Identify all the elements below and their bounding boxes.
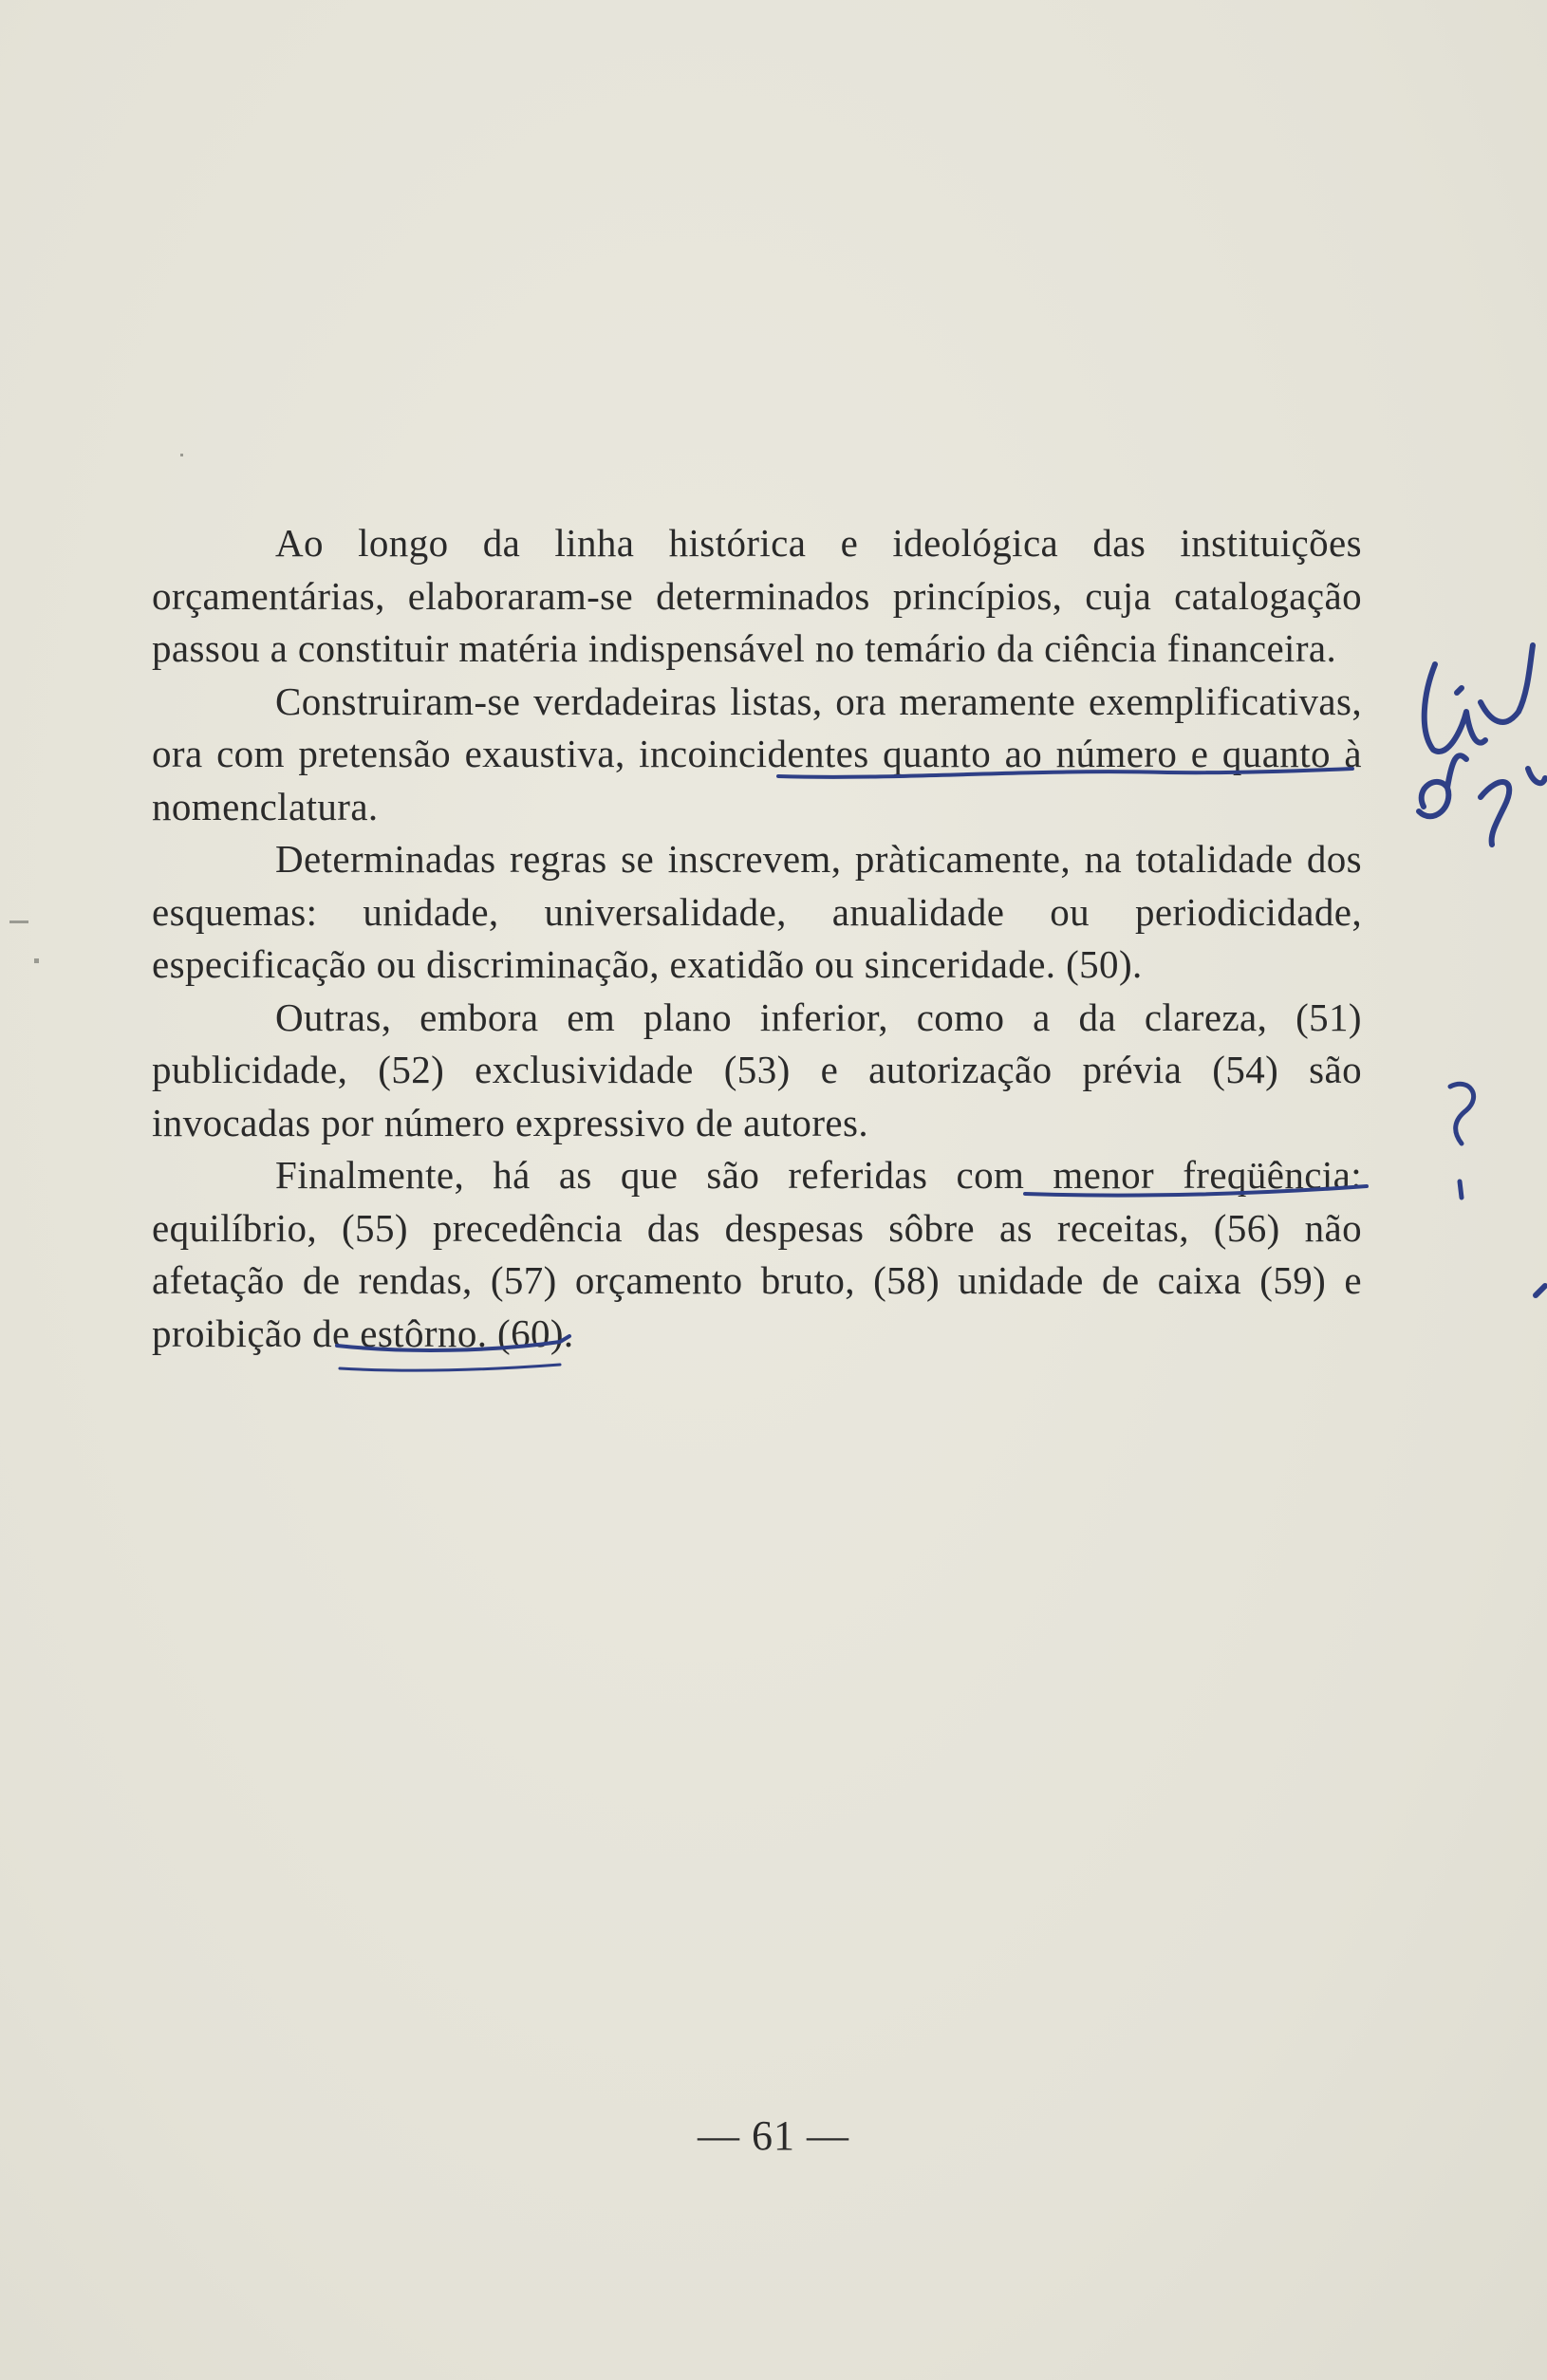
- paragraph: Construiram-se verdadeiras listas, ora meramente exemplificativas, ora com pretensão exaustiva, incoincidentes quanto ao número e quanto à nomenclatura.: [152, 679, 1362, 828]
- ink-mark: [1536, 1286, 1545, 1295]
- ink-scribble: [1425, 664, 1485, 752]
- margin-mark: [180, 454, 183, 456]
- ink-scribble: [1457, 688, 1462, 693]
- margin-mark: [9, 920, 28, 923]
- paragraph: Outras, embora em plano inferior, como a da clareza, (51) publicidade, (52) exclusividade (53) e autorização prévia (54) são invocadas por número expressivo de autores.: [152, 995, 1362, 1144]
- ink-underline: [340, 1365, 560, 1370]
- ink-scribble: [1528, 769, 1545, 783]
- page-number: — 61 —: [698, 2112, 849, 2159]
- margin-mark: [34, 958, 39, 963]
- ink-scribble: [1481, 782, 1509, 845]
- ink-scribble: [1481, 645, 1533, 722]
- ink-scribble: [1419, 755, 1466, 816]
- paragraph: Determinadas regras se inscrevem, pràticamente, na totalidade dos esquemas: unidade, universalidade, anualidade ou periodicidade, especificação ou discriminação, exatidão ou sinceridade. (50).: [152, 837, 1362, 986]
- paragraph: Finalmente, há as que são referidas com menor freqüência: equilíbrio, (55) precedência das despesas sôbre as receitas, (56) não afetação de rendas, (57) orçamento bruto, (58) unidade de caixa (59) e proibição de estôrno. (60).: [152, 1153, 1362, 1355]
- body-text: [152, 517, 1362, 1360]
- ink-mark: [1460, 1181, 1462, 1198]
- paragraph: Ao longo da linha histórica e ideológica das instituições orçamentárias, elaboraram-se determinados princípios, cuja catalogação passou a constituir matéria indispensável no temário da ciência financeira.: [152, 521, 1362, 670]
- ink-question-mark: [1450, 1084, 1474, 1144]
